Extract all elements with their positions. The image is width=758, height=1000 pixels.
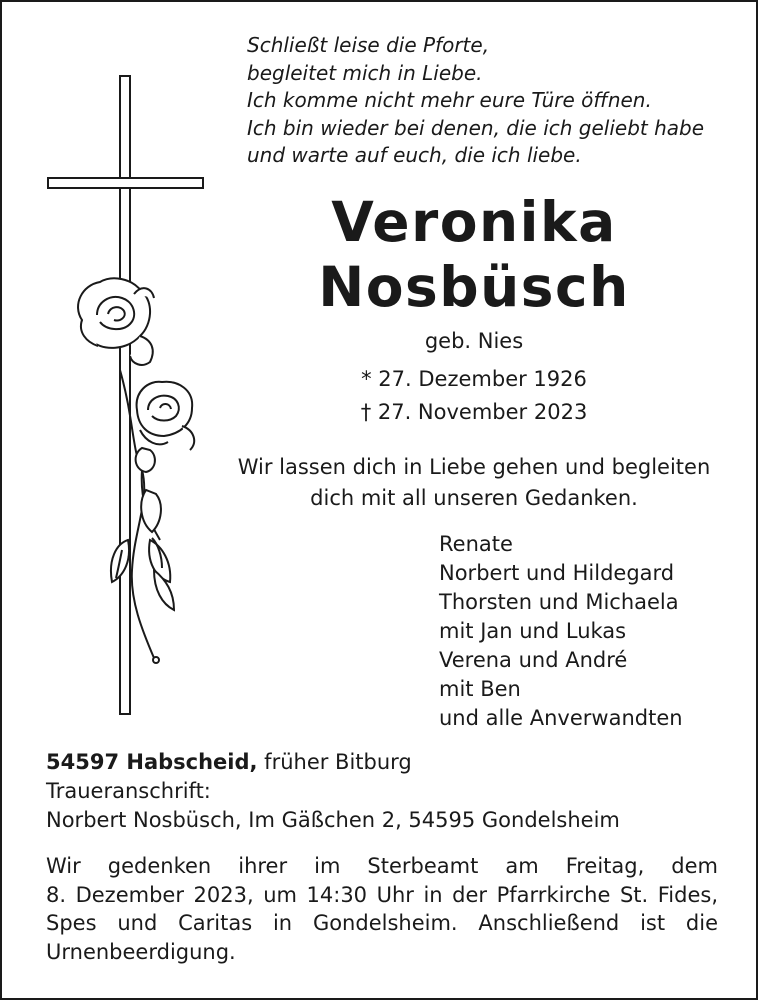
mourning-address-label: Traueranschrift: <box>46 779 211 803</box>
mourner-entry: mit Jan und Lukas <box>439 619 627 643</box>
farewell-quote-line: dich mit all unseren Gedanken. <box>310 486 638 510</box>
poem-line: Ich bin wieder bei denen, die ich geliebt habe <box>247 115 705 140</box>
birth-date: * 27. Dezember 1926 <box>361 367 587 391</box>
residence <box>46 748 412 776</box>
cross-with-roses-icon <box>42 70 212 720</box>
poem <box>247 32 747 170</box>
poem-line: und warte auf euch, die ich liebe. <box>247 143 582 167</box>
poem-line: begleitet mich in Liebe. <box>247 60 483 85</box>
mourner-entry: mit Ben <box>439 677 521 701</box>
deceased-last-name: Nosbüsch <box>318 255 630 319</box>
service-line: Urnenbeerdigung. <box>46 940 236 965</box>
service-line: Spes und Caritas in Gondelsheim. Anschließend ist die <box>46 911 718 936</box>
service-announcement <box>46 852 718 967</box>
poem-line: Ich komme nicht mehr eure Türe öffnen. <box>247 88 652 112</box>
residence-former: früher Bitburg <box>257 750 412 774</box>
farewell-quote-line: Wir lassen dich in Liebe gehen und begleiten <box>237 455 711 479</box>
mourner-entry: Thorsten und Michaela <box>439 590 679 614</box>
death-date: † 27. November 2023 <box>360 400 588 424</box>
maiden-name: geb. Nies <box>424 329 524 353</box>
service-line: Wir gedenken ihrer im Sterbeamt am Freitag, dem <box>46 854 718 878</box>
mourning-address: Norbert Nosbüsch, Im Gäßchen 2, 54595 Gondelsheim <box>46 808 620 832</box>
deceased-first-name: Veronika <box>331 190 617 254</box>
service-line: 8. Dezember 2023, um 14:30 Uhr in der Pfarrkirche St. Fides, <box>46 882 718 907</box>
residence-place: 54597 Habscheid, <box>46 750 258 774</box>
mourner-entry: Renate <box>439 532 513 556</box>
mourner-entry: Verena und André <box>439 648 628 672</box>
mourner-entry: Norbert und Hildegard <box>439 561 675 585</box>
poem-line: Schließt leise die Pforte, <box>247 33 490 57</box>
mourner-entry: und alle Anverwandten <box>439 706 683 730</box>
mourners-list <box>439 530 683 733</box>
